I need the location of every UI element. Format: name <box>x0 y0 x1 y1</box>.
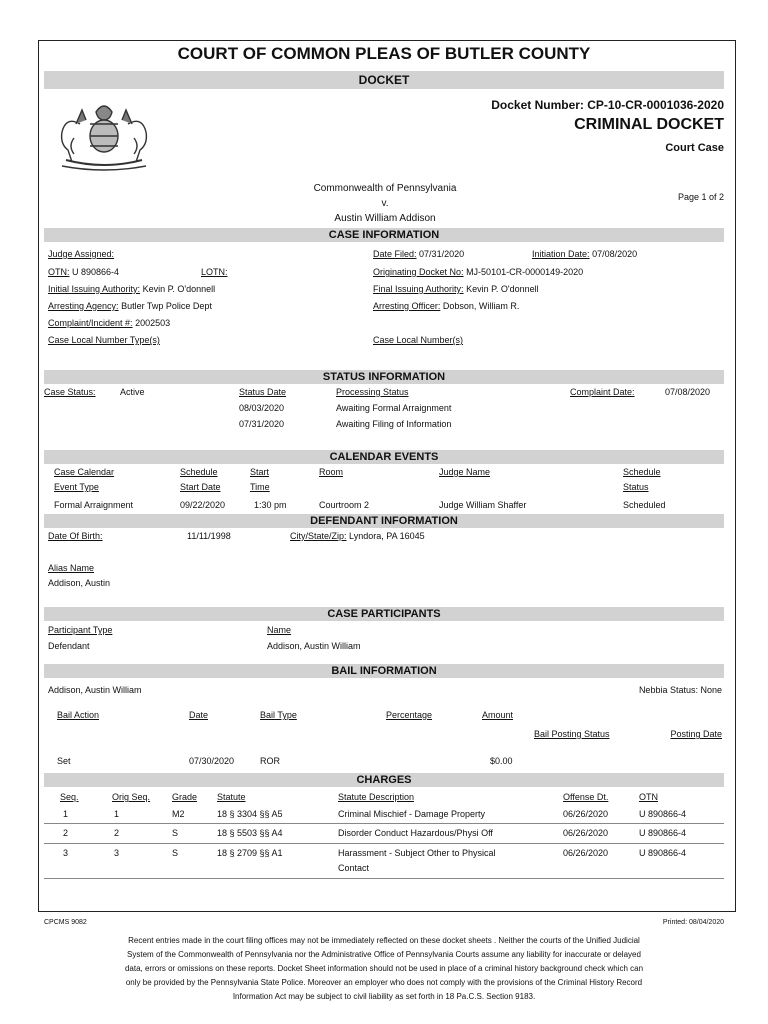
bail-amount-header: Amount <box>482 710 514 720</box>
charge-description-cont: Contact <box>338 863 370 873</box>
calendar-event-header: Case Calendar <box>54 467 115 477</box>
calendar-judge-header: Judge Name <box>439 467 491 477</box>
calendar-schedule-header: Schedule <box>180 467 218 477</box>
participant-type: Defendant <box>48 641 90 651</box>
charge-offense-date: 06/26/2020 <box>563 809 609 819</box>
charge-otn-header: OTN <box>639 792 658 802</box>
complaint-incident-label: Complaint/Incident #: <box>48 318 133 328</box>
charge-statute: 18 § 2709 §§ A1 <box>217 848 283 858</box>
defendant-information-header: DEFENDANT INFORMATION <box>44 514 724 528</box>
dob-label: Date Of Birth: <box>48 531 103 541</box>
charge-grade: M2 <box>172 809 185 819</box>
docket-number: Docket Number: CP-10-CR-0001036-2020 <box>491 98 724 112</box>
case-participants-header: CASE PARTICIPANTS <box>44 607 724 621</box>
caption-line-3: Austin William Addison <box>334 213 436 224</box>
lotn-label: LOTN: <box>201 267 228 277</box>
complaint-date-label: Complaint Date: <box>570 387 635 397</box>
alias-name-label: Alias Name <box>48 563 95 573</box>
bail-person: Addison, Austin William <box>48 685 142 695</box>
originating-docket-label: Originating Docket No: <box>373 267 464 277</box>
date-filed-label: Date Filed: <box>373 249 417 259</box>
judge-assigned-label: Judge Assigned: <box>48 249 115 259</box>
initiation-date-label: Initiation Date: <box>532 249 590 259</box>
otn-label: OTN: <box>48 267 70 277</box>
bail-posting-status-header: Bail Posting Status <box>534 729 610 739</box>
bail-date-header: Date <box>189 710 209 720</box>
charge-offense-date: 06/26/2020 <box>563 848 609 858</box>
originating-docket-value: MJ-50101-CR-0000149-2020 <box>466 267 584 277</box>
charge-orig-seq: 3 <box>114 848 120 858</box>
disclaimer-line-2: System of the Commonwealth of Pennsylvania nor the Administrative Office of Pennsylvania Courts assume any liability for inaccurate or delayed <box>127 950 641 959</box>
initiation-date-value: 07/08/2020 <box>592 249 638 259</box>
status-date-header: Status Date <box>239 387 287 397</box>
complaint-incident-value: 2002503 <box>135 318 171 328</box>
court-title: COURT OF COMMON PLEAS OF BUTLER COUNTY <box>177 44 591 63</box>
status-row-date: 07/31/2020 <box>239 419 285 429</box>
charge-seq: 1 <box>63 809 69 819</box>
caption-line-1: Commonwealth of Pennsylvania <box>313 183 457 194</box>
calendar-start-time: 1:30 pm <box>254 500 287 510</box>
arresting-officer-value: Dobson, William R. <box>442 301 520 311</box>
case-information-header: CASE INFORMATION <box>44 228 724 242</box>
disclaimer-line-1: Recent entries made in the court filing offices may not be immediately reflected on these docket sheets . Neither the courts of the Unified Judicial <box>128 936 640 945</box>
charge-statute: 18 § 3304 §§ A5 <box>217 809 283 819</box>
charge-grade: S <box>172 828 179 838</box>
calendar-events-header: CALENDAR EVENTS <box>44 450 724 464</box>
charge-description: Harassment - Subject Other to Physical <box>338 848 496 858</box>
final-authority-label: Final Issuing Authority: <box>373 284 464 294</box>
nebbia-status: Nebbia Status: None <box>638 685 722 695</box>
bail-action-value: Set <box>57 756 71 766</box>
bail-amount-value: $0.00 <box>490 756 513 766</box>
dob-value: 11/11/1998 <box>187 531 231 541</box>
bail-information-header: BAIL INFORMATION <box>44 664 724 678</box>
bail-type-value: ROR <box>260 756 280 766</box>
docket-bar: DOCKET <box>44 71 724 89</box>
charge-orig-seq-header: Orig Seq. <box>112 792 151 802</box>
charge-description: Disorder Conduct Hazardous/Physi Off <box>338 828 493 838</box>
page-indicator: Page 1 of 2 <box>677 192 724 202</box>
court-case-label: Court Case <box>665 142 724 154</box>
bail-posting-date-header: Posting Date <box>670 729 722 739</box>
charge-seq: 2 <box>63 828 69 838</box>
processing-status-header: Processing Status <box>336 387 409 397</box>
bail-percentage-header: Percentage <box>386 710 433 720</box>
arresting-agency-value: Butler Twp Police Dept <box>121 301 212 311</box>
charge-seq-header: Seq. <box>60 792 79 802</box>
charge-statute-header: Statute <box>217 792 246 802</box>
calendar-room-header: Room <box>319 467 344 477</box>
disclaimer-line-5: Information Act may be subject to civil liability as set forth in 18 Pa.C.S. Section 9183. <box>232 992 536 1001</box>
charge-row-divider <box>44 878 724 879</box>
form-number: CPCMS 9082 <box>44 919 87 926</box>
initial-authority-label: Initial Issuing Authority: <box>48 284 141 294</box>
calendar-status-header-2: Status <box>623 482 649 492</box>
final-authority-value: Kevin P. O'donnell <box>466 284 539 294</box>
bail-action-header: Bail Action <box>57 710 100 720</box>
caption-line-2: v. <box>381 198 389 209</box>
participant-name: Addison, Austin William <box>267 641 361 651</box>
city-state-zip-value: Lyndora, PA 16045 <box>349 531 425 541</box>
charge-otn: U 890866-4 <box>639 828 687 838</box>
arresting-officer-label: Arresting Officer: <box>373 301 441 311</box>
charge-otn: U 890866-4 <box>639 809 687 819</box>
status-row-status: Awaiting Formal Arraignment <box>336 403 452 413</box>
charge-seq: 3 <box>63 848 69 858</box>
alias-name-value: Addison, Austin <box>48 578 111 588</box>
participant-type-header: Participant Type <box>48 625 113 635</box>
calendar-event-type: Formal Arraignment <box>54 500 134 510</box>
calendar-judge-name: Judge William Shaffer <box>439 500 527 510</box>
charge-otn: U 890866-4 <box>639 848 687 858</box>
charge-grade-header: Grade <box>172 792 198 802</box>
initial-authority-value: Kevin P. O'donnell <box>142 284 216 294</box>
case-local-type-label: Case Local Number Type(s) <box>48 335 160 345</box>
charge-grade: S <box>172 848 179 858</box>
city-state-zip-label: City/State/Zip: <box>290 531 347 541</box>
calendar-schedule-status: Scheduled <box>623 500 666 510</box>
charges-header: CHARGES <box>44 773 724 787</box>
criminal-docket-title: CRIMINAL DOCKET <box>574 116 724 133</box>
bail-type-header: Bail Type <box>260 710 297 720</box>
status-information-header: STATUS INFORMATION <box>44 370 724 384</box>
calendar-start-header-2: Time <box>250 482 270 492</box>
status-row-status: Awaiting Filing of Information <box>336 419 452 429</box>
calendar-start-date: 09/22/2020 <box>180 500 226 510</box>
arresting-agency-label: Arresting Agency: <box>48 301 119 311</box>
charge-description-header: Statute Description <box>338 792 415 802</box>
disclaimer-line-3: data, errors or omissions on these reports. Docket Sheet information should not be used in place of a criminal history background check which can <box>124 964 644 973</box>
case-local-number-label: Case Local Number(s) <box>373 335 464 345</box>
disclaimer-line-4: only be provided by the Pennsylvania State Police. Moreover an employer who does not comply with the provisions of the Criminal History Record <box>125 978 643 987</box>
printed-date: Printed: 08/04/2020 <box>662 919 724 926</box>
case-status-value: Active <box>120 387 145 397</box>
charge-orig-seq: 2 <box>114 828 120 838</box>
calendar-start-header: Start <box>250 467 270 477</box>
calendar-schedule-header-2: Start Date <box>180 482 221 492</box>
bail-date-value: 07/30/2020 <box>189 756 235 766</box>
participant-name-header: Name <box>267 625 292 635</box>
charge-offense-date: 06/26/2020 <box>563 828 609 838</box>
charge-orig-seq: 1 <box>114 809 120 819</box>
complaint-date-value: 07/08/2020 <box>665 387 711 397</box>
charge-offense-date-header: Offense Dt. <box>563 792 609 802</box>
pennsylvania-seal-icon <box>52 94 156 174</box>
date-filed-value: 07/31/2020 <box>419 249 465 259</box>
charge-description: Criminal Mischief - Damage Property <box>338 809 486 819</box>
calendar-event-header-2: Event Type <box>54 482 99 492</box>
charge-row-divider <box>44 843 724 844</box>
calendar-room: Courtroom 2 <box>319 500 370 510</box>
calendar-status-header: Schedule <box>623 467 661 477</box>
charge-statute: 18 § 5503 §§ A4 <box>217 828 283 838</box>
otn-value: U 890866-4 <box>72 267 120 277</box>
charge-row-divider <box>44 823 724 824</box>
case-status-label: Case Status: <box>44 387 96 397</box>
status-row-date: 08/03/2020 <box>239 403 285 413</box>
